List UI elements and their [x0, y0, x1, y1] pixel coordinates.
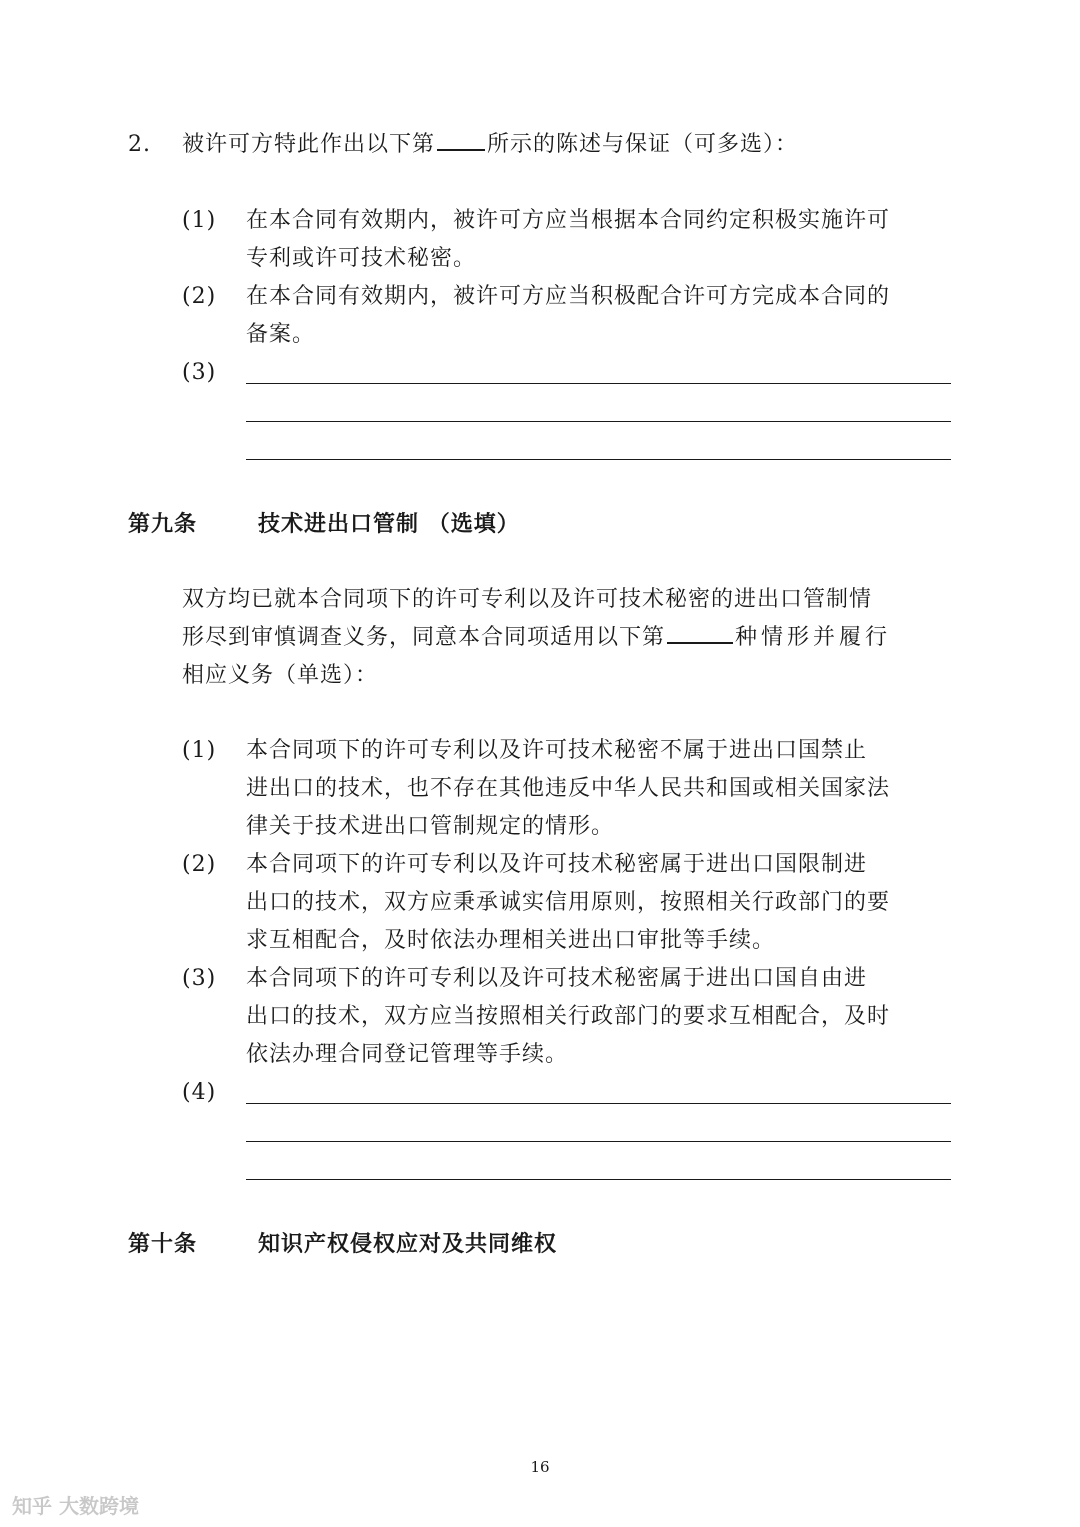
clause-2-text-before: 被许可方特此作出以下第 [182, 132, 436, 157]
intro-text-after: 种情形并履行 [735, 625, 892, 650]
article-9-intro-line [182, 619, 891, 657]
article-10-label: 第十条 [128, 1231, 198, 1257]
page-number: 16 [530, 1458, 550, 1476]
fill-in-line[interactable] [246, 421, 951, 422]
item-line: 律关于技术进出口管制规定的情形。 [246, 814, 615, 839]
fill-in-line[interactable] [246, 1103, 951, 1104]
item-line: 出口的技术，双方应秉承诚实信用原则，按照相关行政部门的要 [246, 890, 891, 915]
article-9-title-text: 技术进出口管制 [258, 511, 420, 537]
item-line: 本合同项下的许可专利以及许可技术秘密不属于进出口国禁止 [246, 738, 868, 763]
item-number: (2) [182, 852, 217, 877]
item-number: (1) [182, 208, 217, 233]
item-line: 出口的技术，双方应当按照相关行政部门的要求互相配合，及时 [246, 1004, 891, 1029]
intro-text-before: 形尽到审慎调查义务，同意本合同项适用以下第 [182, 625, 666, 650]
item-number: (3) [182, 966, 217, 991]
item-number: (2) [182, 284, 217, 309]
item-line: 求互相配合，及时依法办理相关进出口审批等手续。 [246, 928, 776, 953]
article-9-note: （选填） [427, 511, 520, 537]
clause-number: 2. [128, 132, 151, 157]
item-number: (1) [182, 738, 217, 763]
fill-in-blank[interactable] [437, 127, 485, 151]
article-9-intro-line: 相应义务（单选）： [182, 663, 379, 688]
fill-in-line[interactable] [246, 383, 951, 384]
fill-in-blank[interactable] [667, 620, 733, 644]
article-10-title: 知识产权侵权应对及共同维权 [258, 1231, 558, 1257]
article-9-intro-line: 双方均已就本合同项下的许可专利以及许可技术秘密的进出口管制情 [182, 587, 873, 612]
item-line: 本合同项下的许可专利以及许可技术秘密属于进出口国限制进 [246, 852, 868, 877]
fill-in-line[interactable] [246, 1141, 951, 1142]
clause-2-statement [182, 126, 798, 164]
item-line: 在本合同有效期内，被许可方应当积极配合许可方完成本合同的 [246, 284, 891, 309]
item-line: 在本合同有效期内，被许可方应当根据本合同约定积极实施许可 [246, 208, 891, 233]
article-9-label: 第九条 [128, 511, 198, 537]
clause-2-text-after: 所示的陈述与保证（可多选）： [487, 132, 799, 157]
item-line: 依法办理合同登记管理等手续。 [246, 1042, 569, 1067]
fill-in-line[interactable] [246, 1179, 951, 1180]
item-line: 进出口的技术，也不存在其他违反中华人民共和国或相关国家法 [246, 776, 891, 801]
item-line: 本合同项下的许可专利以及许可技术秘密属于进出口国自由进 [246, 966, 868, 991]
item-number: (4) [182, 1080, 217, 1105]
fill-in-line[interactable] [246, 459, 951, 460]
watermark: 知乎 大数跨境 [12, 1494, 139, 1518]
article-9-title [258, 505, 520, 543]
item-line: 备案。 [246, 322, 316, 347]
item-number: (3) [182, 360, 217, 385]
item-line: 专利或许可技术秘密。 [246, 246, 477, 271]
